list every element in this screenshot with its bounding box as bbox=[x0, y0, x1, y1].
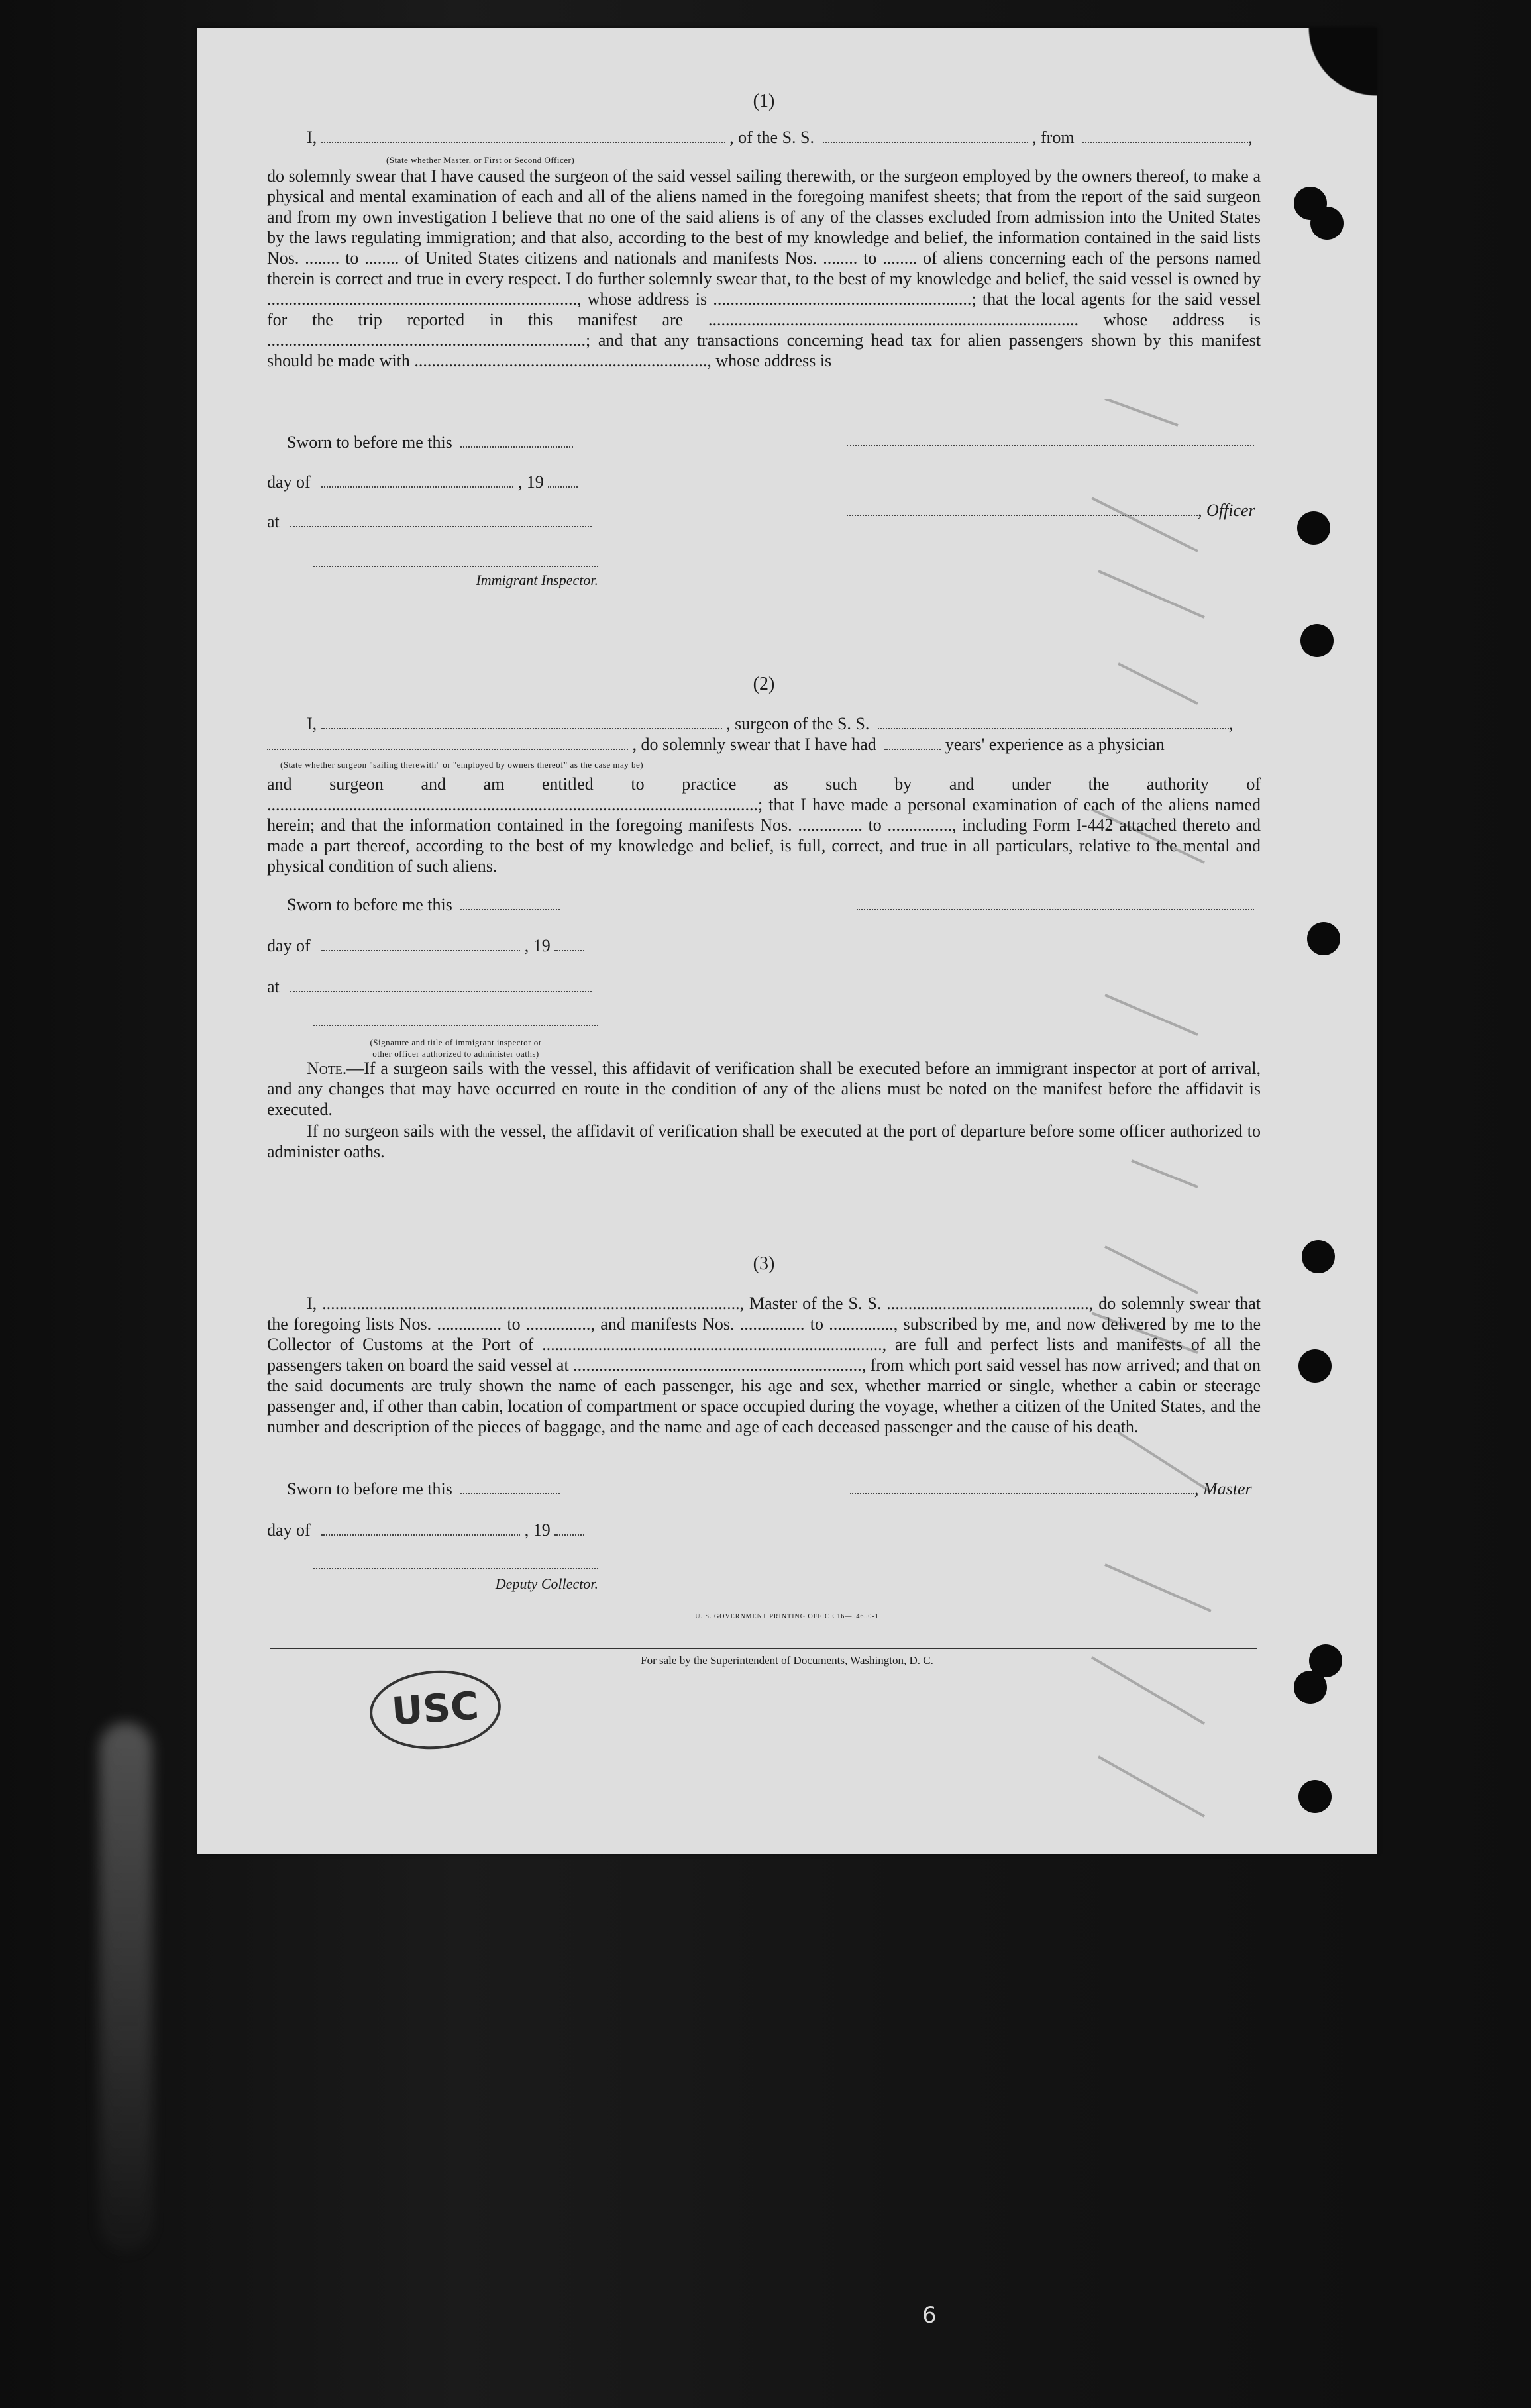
section-1-year: , 19 bbox=[517, 472, 544, 492]
section-1-number: (1) bbox=[753, 91, 775, 111]
signature-line bbox=[847, 445, 1254, 446]
collector-signature-line bbox=[313, 1568, 598, 1569]
note-paragraph-2: If no surgeon sails with the vessel, the affidavit of verification shall be executed at the port of departure before some officer authorized to administer oaths. bbox=[267, 1122, 1261, 1161]
footer-rule bbox=[270, 1648, 1257, 1649]
inspector-caption: Immigrant Inspector. bbox=[476, 572, 598, 588]
section-1-day-of: day of bbox=[267, 472, 311, 492]
section-3-year: , 19 bbox=[524, 1520, 551, 1540]
note-paragraph: Note.—If a surgeon sails with the vessel, this affidavit of verification shall be executed before an immigrant inspector at port of arrival, and any changes that may have occurred en route in the condition of any of the aliens must be noted on the manifest before the affidavit is executed. bbox=[267, 1059, 1261, 1119]
inspector-signature-line bbox=[313, 1025, 598, 1026]
punch-hole bbox=[1310, 207, 1344, 240]
section-1-line-1: I, , of the S. S. , from , bbox=[307, 128, 1253, 147]
section-2-year: , 19 bbox=[524, 936, 551, 955]
section-2-at: at bbox=[267, 977, 280, 996]
footer-text: For sale by the Superintendent of Documents, Washington, D. C. bbox=[641, 1654, 933, 1667]
section-3-sworn: Sworn to before me this bbox=[287, 1479, 452, 1498]
inspector-signature-line bbox=[313, 566, 598, 567]
usc-stamp: USC bbox=[367, 1666, 503, 1754]
section-2-caption: (State whether surgeon "sailing therewith" or "employed by owners thereof" as the case may be) bbox=[280, 760, 644, 770]
section-1-sworn: Sworn to before me this bbox=[287, 433, 452, 452]
officer-label: , Officer bbox=[1198, 501, 1255, 520]
torn-corner bbox=[1284, 28, 1377, 107]
section-2-day-of: day of bbox=[267, 936, 311, 955]
section-1-at: at bbox=[267, 512, 280, 531]
section-3-number: (3) bbox=[753, 1253, 775, 1274]
section-2-number: (2) bbox=[753, 674, 775, 694]
section-1-caption: (State whether Master, or First or Second Officer) bbox=[386, 155, 575, 165]
master-label: , Master bbox=[1194, 1479, 1252, 1498]
collector-caption: Deputy Collector. bbox=[495, 1575, 598, 1592]
section-1-body: do solemnly swear that I have caused the surgeon of the said vessel sailing therewith, or the surgeon employed by the owners thereof, to make a physical and mental examination of each and all of the aliens named in the foregoing manifest sheets; that from the report of the said surgeon and from my own investigation I believe that no one of the said aliens is of any of the classes excluded from admission into the United States by the laws regulating immigration; and that also, according to the best of my knowledge and belief, the information contained in the said lists Nos. ........ to ........ of United States citizens and nationals and manifests Nos. ........ to ........ of aliens concerning each of the persons named therein is correct and true in every respect. I do further solemnly swear that, to the best of my knowledge and belief, the said vessel is owned by ........................................................................, whose address is ............................................................; that the local agents for the said vessel for the trip reported in this manifest are ...................................................................................... whose address is ..........................................................................; and that any transactions concerning head tax for alien passengers shown by this manifest should be made with ...................................................................., whose address is bbox=[267, 166, 1261, 370]
document-page: (1) I, , of the S. S. , from , (State whether Master, or First or Second Officer) do solemnly swear that I have caused the surgeon of the said vessel sailing therewith, or the surgeon employed by the owners thereof, to make a physical and mental examination of each and all of the aliens named in the foregoing manifest sheets; that from the report of the said surgeon and from my own investigation I believe that no one of the said aliens is of any of the classes excluded from admission into the United States by the laws regulating immigration; and that also, according to the best of my knowledge and belief, the information contained in the said lists Nos. ........ to ........ of United States citizens and nationals and manifests Nos. ........ to ........ of aliens concerning each of the persons named therein is correct and true in every respect. I do further solemnly swear that, to the best of my knowledge and belief, the said vessel is owned by ........................................................................, whose address is ............................................................; that the local agents for the said vessel for the trip reported in this manifest are ...................................................................................... whose address is ..........................................................................; and that any transactions concerning head tax for alien passengers shown by this manifest should be made with ...................................................................., whose address is Sworn to before me this day of , 19 , Officer at Immigrant Inspector. (2) I, , surgeon of the S. S. , , do solemnly swear that I have had years' experience as a physician (State whether surgeon "sailing therewith" or "employed by owners thereof" as the case may be) and surgeon and am entitled to practice as such by and under the authority of ..................................................................................................................; that I have made a personal examination of each of the aliens named herein; and that the information contained in the foregoing manifests Nos. ............... to ..............., including Form I-442 attached thereto and made a part thereof, according to the best of my knowledge and belief, is full, correct, and true in all particulars, relative to the mental and physical condition of such aliens. Sworn to before me this day of , 19 at (Signature and title of immigrant inspector or other officer authorized to administer oaths) Note.—If a surgeon sails with the vessel, this affidavit of verification shall be executed before an immigrant inspector at port of arrival, and any changes that may have occurred en route in the condition of any of the aliens must be noted on the manifest before the affidavit is executed. If no surgeon sails with the vessel, the affidavit of verification shall be executed at the port of departure before some officer authorized to administer oaths. (3) I, ................................................................................................., Master of the S. S. ..............................................., do solemnly swear that the foregoing lists Nos. ............... to ..............., and manifests Nos. ............... to ..............., subscribed by me, and now delivered by me to the Collector of Customs at the Port of ..............................................................................., are full and perfect lists and manifests of all the passengers taken on board the said vessel at ..................................................................., from which port said vessel has now arrived; and that on the said documents are truly shown the name of each passenger, his age and sex, whether married or single, whether a cabin or steerage passenger and, if other than cabin, location of compartment or space occupied during the voyage, whether a citizen of the United States, and the number and description of the pieces of baggage, and the name and age of each deceased passenger and the cause of his death. Sworn to before me this , Master day of , 19 Deputy Collector. U. S. GOVERNMENT PRINTING OFFICE 16—54650-1 For sale by the Superintendent of Documents, Washington, D. C. USC bbox=[197, 28, 1377, 1854]
printing-office-line: U. S. GOVERNMENT PRINTING OFFICE 16—54650-1 bbox=[695, 1613, 879, 1620]
section-2-surgeon-of: , surgeon of the S. S. bbox=[726, 714, 870, 733]
signature-line bbox=[857, 909, 1254, 910]
section-2-swear: , do solemnly swear that I have had bbox=[632, 735, 876, 754]
frame-number: 6 bbox=[922, 2302, 937, 2329]
section-3-body: I, ................................................................................................., Master of the S. S. ..............................................., do solemnly swear that the foregoing lists Nos. ............... to ..............., and manifests Nos. ............... to ..............., subscribed by me, and now delivered by me to the Collector of Customs at the Port of ..............................................................................., are full and perfect lists and manifests of all the passengers taken on board the said vessel at ..................................................................., from which port said vessel has now arrived; and that on the said documents are truly shown the name of each passenger, his age and sex, whether married or single, whether a cabin or steerage passenger and, if other than cabin, location of compartment or space occupied during the voyage, whether a citizen of the United States, and the number and description of the pieces of baggage, and the name and age of each deceased passenger and the cause of his death. bbox=[267, 1294, 1261, 1436]
section-2-body: and surgeon and am entitled to practice as such by and under the authority of ..................................................................................................................; that I have made a personal examination of each of the aliens named herein; and that the information contained in the foregoing manifests Nos. ............... to ..............., including Form I-442 attached thereto and made a part thereof, according to the best of my knowledge and belief, is full, correct, and true in all particulars, relative to the mental and physical condition of such aliens. bbox=[267, 774, 1261, 876]
section-3-day-of: day of bbox=[267, 1520, 311, 1540]
film-light-streak bbox=[99, 1722, 152, 2252]
section-2-sworn: Sworn to before me this bbox=[287, 895, 452, 914]
